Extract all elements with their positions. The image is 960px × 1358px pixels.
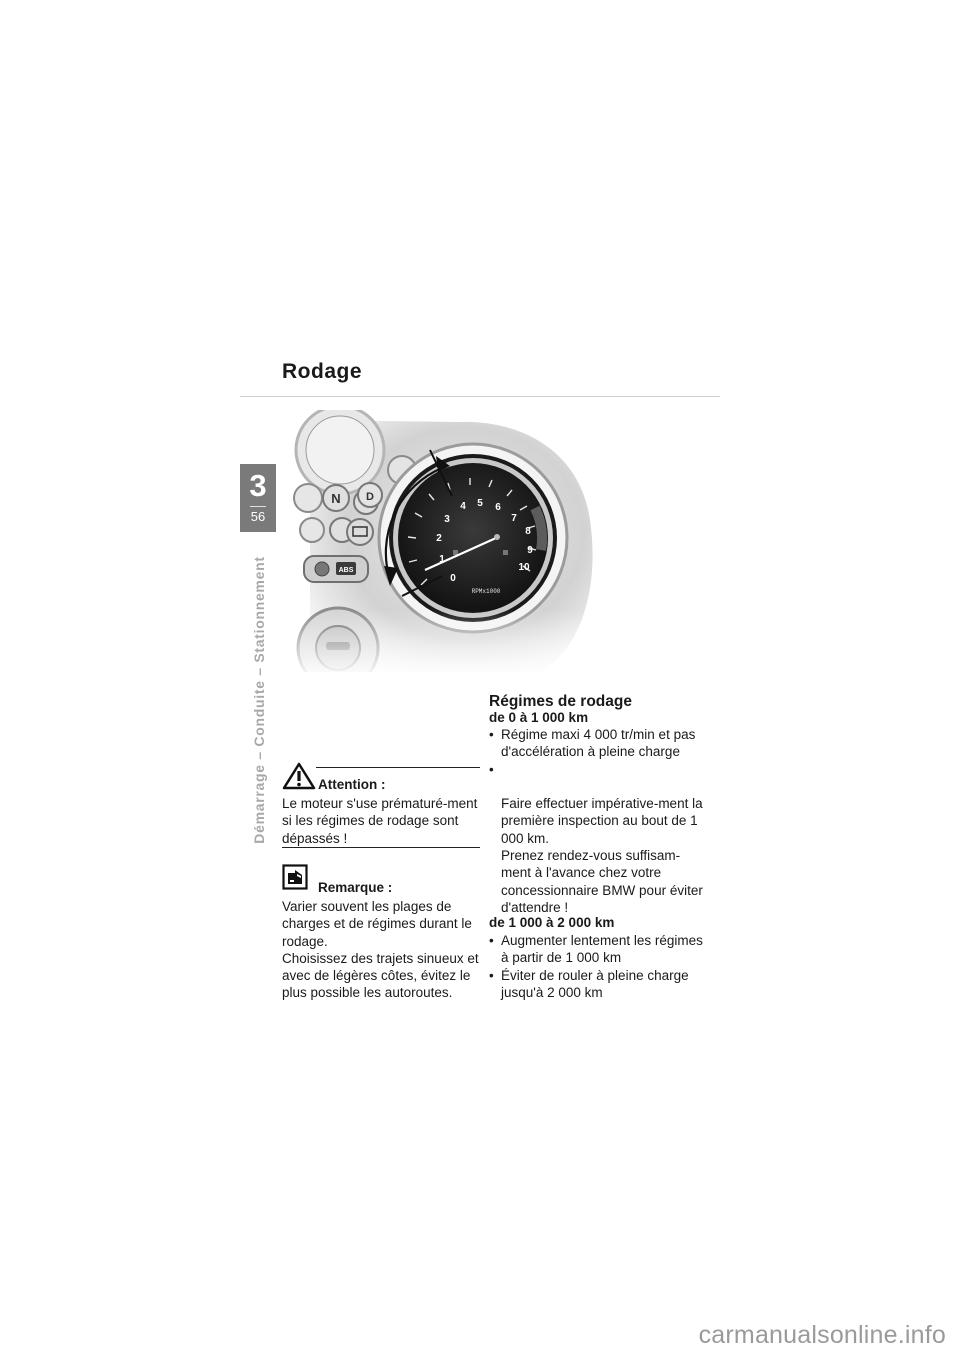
list-item	[489, 932, 709, 967]
chapter-tab-divider	[250, 506, 266, 507]
stage2-list	[489, 932, 709, 1001]
tick-label: 5	[477, 498, 483, 509]
warning-label: Attention :	[318, 777, 386, 792]
indicator-lamp	[300, 518, 324, 542]
tick-label: 4	[460, 501, 466, 512]
warning-triangle-icon	[282, 762, 316, 790]
watermark: carmanualsonline.info	[698, 1321, 946, 1349]
tick-label: 3	[444, 514, 450, 525]
neutral-indicator-label: N	[331, 491, 341, 506]
list-item	[489, 967, 709, 1002]
tick-label: 9	[527, 545, 533, 556]
side-label: Démarrage – Conduite – Stationnement	[251, 556, 267, 844]
warning-text: Le moteur s'use prématuré-ment si les régimes de rodage sont dépassés !	[282, 796, 478, 846]
indicator-lamp	[294, 484, 322, 512]
tick-label: 6	[495, 502, 501, 513]
tick-label: 2	[436, 533, 442, 544]
warning-top-rule	[316, 767, 480, 768]
note-label: Remarque :	[318, 880, 393, 895]
bullet: •	[489, 761, 494, 777]
chapter-number: 3	[249, 468, 267, 503]
stage2-heading: de 1 000 à 2 000 km	[489, 915, 615, 930]
bullet: •	[489, 933, 494, 948]
page-number: 56	[250, 509, 266, 524]
list-item-text: Faire effectuer impérative-ment la première inspection au bout de 1 000 km. Prenez rendez-vous suffisam-ment à l'avance chez votre concessionnaire BMW pour éviter d'attendre !	[501, 796, 703, 915]
abs-indicator-label: ABS	[338, 567, 354, 574]
note-text: Varier souvent les plages de charges et de régimes durant le rodage. Choisissez des trajets sinueux et avec de légères côtes, évitez le plus possible les autoroutes.	[282, 899, 479, 1001]
bullet: •	[489, 967, 494, 983]
tick-label: 7	[511, 513, 517, 524]
list-item	[489, 761, 709, 917]
warning-bottom-rule	[282, 847, 480, 848]
drive-indicator-label: D	[366, 491, 374, 503]
bullet: •	[489, 727, 494, 742]
tick-label: 10	[518, 562, 530, 573]
list-item-text: Régime maxi 4 000 tr/min et pas d'accélération à pleine charge	[501, 727, 696, 760]
tick-label: 0	[450, 573, 456, 584]
tachometer-photo	[290, 410, 610, 672]
list-item-text: Éviter de rouler à pleine charge jusqu'à 2 000 km	[501, 967, 689, 1000]
title-divider	[240, 396, 720, 397]
tick-label: 1	[439, 554, 445, 565]
dial-caption: RPMx1000	[471, 588, 501, 595]
list-item	[489, 726, 709, 761]
stage1-heading: de 0 à 1 000 km	[489, 710, 589, 725]
stage1-list	[489, 726, 709, 916]
page-title: Rodage	[282, 360, 363, 383]
note-icon	[282, 864, 308, 890]
list-item-text: Augmenter lentement les régimes à partir de 1 000 km	[501, 933, 703, 966]
battery-indicator	[347, 519, 373, 545]
tick-label: 8	[525, 526, 531, 537]
section-title: Régimes de rodage	[489, 693, 632, 710]
